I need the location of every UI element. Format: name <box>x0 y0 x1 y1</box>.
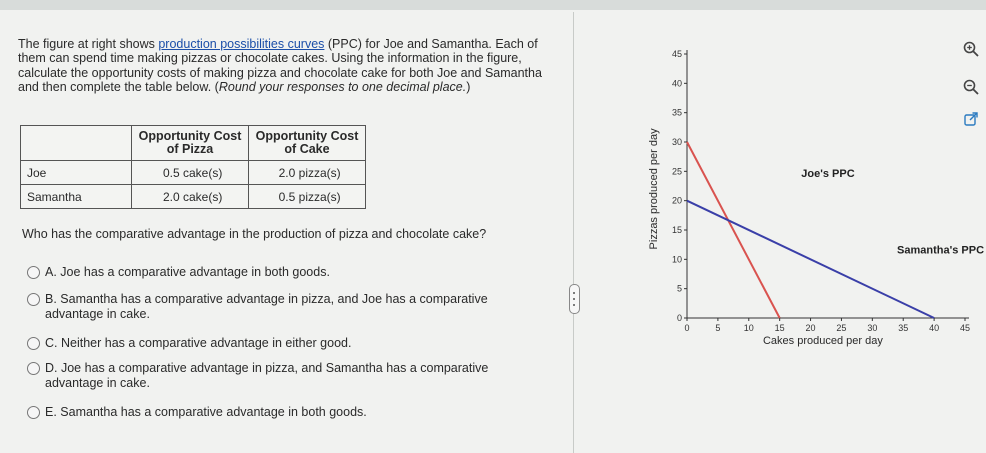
x-tick-label: 20 <box>805 323 816 333</box>
y-tick-label: 5 <box>676 283 682 294</box>
pane-divider <box>573 12 574 453</box>
x-tick-label: 0 <box>684 323 690 333</box>
header-blank <box>21 126 132 161</box>
samantha-cake-cell <box>249 185 366 209</box>
x-tick-label: 35 <box>898 323 909 333</box>
y-tick-label: 25 <box>671 166 682 177</box>
radio-e[interactable] <box>27 406 40 419</box>
chart-axes <box>672 49 970 333</box>
option-letter: A. <box>45 265 57 279</box>
radio-b[interactable] <box>27 293 40 306</box>
intro-text-2: (PPC) for Joe and Samantha. Each of them can spend time making pizzas or chocolate cakes. Using the information in the figure, calculate the opportunity costs of making pizza and chocolate cake for both Joe and Samantha and then complete the table below. ( <box>18 37 542 95</box>
x-tick-label: 25 <box>836 323 847 333</box>
series-label-samantha: Samantha's PPC <box>897 244 985 257</box>
samantha-pizza-input[interactable]: 2.0 <box>162 189 180 204</box>
y-tick-label: 40 <box>671 78 682 89</box>
row-name: Samantha <box>21 185 132 209</box>
joe-cake-input[interactable]: 2.0 <box>278 165 296 180</box>
zoom-in-icon[interactable] <box>962 40 980 58</box>
joe-cake-cell <box>249 161 366 185</box>
samantha-cake-unit: pizza(s) <box>298 189 341 204</box>
option-letter: E. <box>45 405 57 419</box>
y-axis-label: Pizzas produced per day <box>648 128 660 250</box>
y-axis-label-group <box>648 128 660 250</box>
table-row-samantha <box>21 185 366 209</box>
option-text: Samantha has a comparative advantage in both goods. <box>60 405 367 419</box>
opportunity-cost-table <box>20 125 366 209</box>
x-tick-label: 15 <box>774 323 785 333</box>
x-tick-label: 10 <box>743 323 754 333</box>
y-tick-label: 10 <box>671 254 682 265</box>
x-tick-label: 5 <box>715 323 721 333</box>
option-letter: C. <box>45 336 58 350</box>
option-text: Samantha has a comparative advantage in pizza, and Joe has a comparative advantage in cake. <box>45 292 488 321</box>
y-tick-label: 0 <box>676 313 682 323</box>
row-name: Joe <box>21 161 132 185</box>
table-header-row <box>21 126 366 161</box>
x-axis-label: Cakes produced per day <box>762 335 883 347</box>
external-link-icon[interactable] <box>962 110 980 128</box>
joe-pizza-cell <box>132 161 249 185</box>
intro-close: ) <box>466 80 471 95</box>
samantha-pizza-unit: cake(s) <box>183 189 223 204</box>
joe-pizza-unit: cake(s) <box>183 165 223 180</box>
top-strip <box>0 0 986 10</box>
header-cake: Opportunity Cost of Cake <box>249 126 366 161</box>
option-text: Joe has a comparative advantage in pizza, and Samantha has a comparative advantage in cake. <box>45 361 489 390</box>
ppc-link[interactable]: production possibilities curves <box>158 37 325 51</box>
y-tick-label: 30 <box>671 137 682 147</box>
header-pizza: Opportunity Cost of Pizza <box>132 126 249 161</box>
radio-d[interactable] <box>27 362 40 375</box>
y-tick-label: 20 <box>671 195 682 206</box>
option-letter: D. <box>45 361 58 375</box>
series-line-joe <box>687 142 780 318</box>
intro-text: The figure at right shows <box>18 37 159 51</box>
chart-series-labels <box>801 168 984 256</box>
radio-a[interactable] <box>27 266 40 279</box>
series-label-joe: Joe's PPC <box>801 168 855 181</box>
joe-pizza-input[interactable]: 0.5 <box>162 165 180 180</box>
x-tick-label: 45 <box>959 323 971 333</box>
x-tick-label: 30 <box>867 323 878 333</box>
samantha-pizza-cell <box>132 185 249 209</box>
y-tick-label: 35 <box>671 107 682 118</box>
option-letter: B. <box>45 292 57 306</box>
problem-statement <box>18 37 558 95</box>
x-tick-label: 40 <box>929 323 940 333</box>
joe-cake-unit: pizza(s) <box>298 165 341 180</box>
option-text: Neither has a comparative advantage in either good. <box>60 336 352 350</box>
y-tick-label: 15 <box>671 225 682 235</box>
option-text: Joe has a comparative advantage in both goods. <box>60 265 330 279</box>
pane-resize-handle[interactable] <box>569 284 580 314</box>
rounding-instruction: Round your responses to one decimal place. <box>218 80 467 95</box>
series-line-samantha <box>687 201 934 318</box>
ppc-chart <box>620 40 985 360</box>
y-tick-label: 45 <box>671 49 682 59</box>
table-row-joe <box>21 161 366 185</box>
radio-c[interactable] <box>27 337 40 350</box>
samantha-cake-input[interactable]: 0.5 <box>278 189 296 204</box>
zoom-out-icon[interactable] <box>962 78 980 96</box>
question-text: Who has the comparative advantage in the production of pizza and chocolate cake? <box>22 227 487 241</box>
